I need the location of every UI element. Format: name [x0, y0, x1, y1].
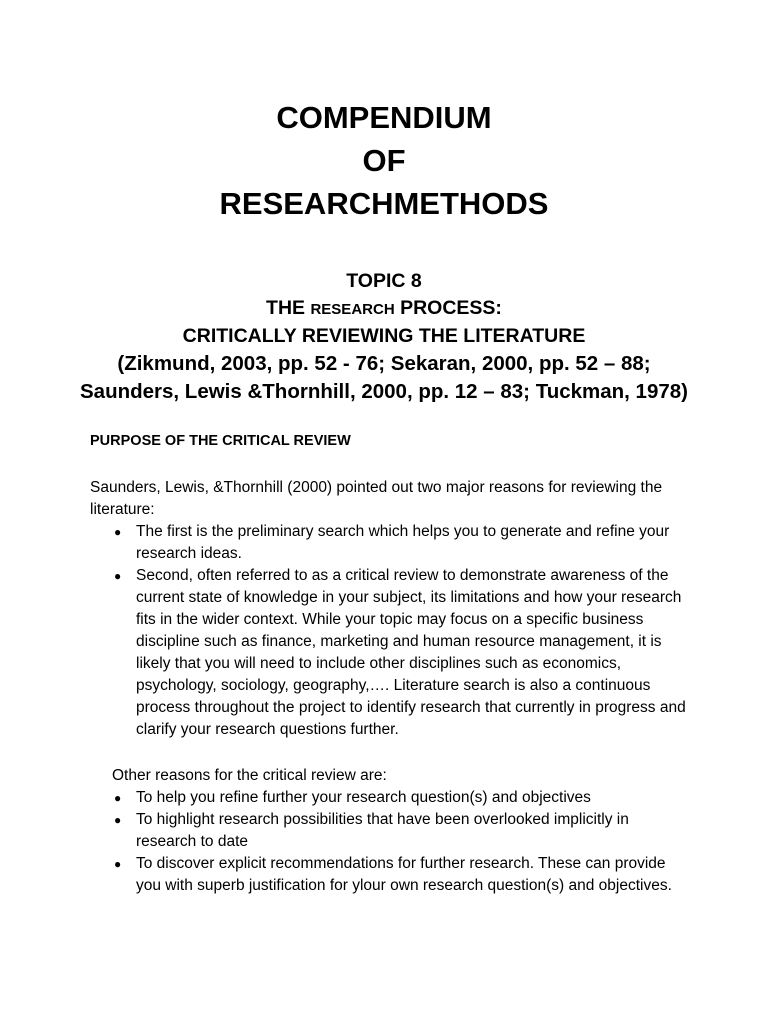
list-item-text: To discover explicit recommendations for further research. These can provide you with superb justification for ylour own research question(s) and objectives.	[136, 855, 672, 894]
title-line-1: COMPENDIUM	[276, 100, 492, 135]
intro-paragraph: Saunders, Lewis, &Thornhill (2000) pointed out two major reasons for reviewing the literature:	[90, 479, 663, 518]
list-item	[112, 809, 692, 853]
list-item	[112, 787, 692, 809]
title-line-2: OF	[362, 143, 406, 178]
topic-heading-prefix: THE	[266, 297, 311, 319]
bullet-icon: ●	[114, 569, 122, 583]
document-title	[0, 96, 768, 225]
topic-number: TOPIC 8	[346, 270, 422, 292]
list-item-text: To highlight research possibilities that have been overlooked implicitly in research to date	[136, 811, 629, 850]
list-item-text: The first is the preliminary search which helps you to generate and refine your research ideas.	[136, 523, 670, 562]
list-item	[112, 853, 692, 897]
topic-header	[0, 268, 768, 406]
bullet-icon: ●	[114, 813, 122, 827]
bullet-icon: ●	[114, 791, 122, 805]
title-line-3: RESEARCHMETHODS	[219, 186, 549, 221]
list-item-text: Second, often referred to as a critical review to demonstrate awareness of the current state of knowledge in your subject, its limitations and how your research fits in the wider context. While your topic may focus on a specific business discipline such as finance, marketing and human resource management, it is likely that you will need to include other disciplines such as economics, psychology, sociology, geography,…. Literature search is also a continuous process throughout the project to identify research that currently in progress and clarify your research questions further.	[136, 567, 686, 738]
topic-heading	[0, 295, 768, 323]
topic-subheading: CRITICALLY REVIEWING THE LITERATURE	[182, 325, 586, 347]
section-heading: PURPOSE OF THE CRITICAL REVIEW	[90, 433, 351, 449]
list-item	[112, 521, 692, 565]
list-item-text: To help you refine further your research question(s) and objectives	[136, 789, 591, 806]
topic-references-line-2: Saunders, Lewis &Thornhill, 2000, pp. 12 – 83; Tuckman, 1978)	[80, 380, 688, 403]
bullet-icon: ●	[114, 525, 122, 539]
topic-references-line-1: (Zikmund, 2003, pp. 52 - 76; Sekaran, 2000, pp. 52 – 88;	[117, 352, 651, 375]
topic-heading-small: RESEARCH	[310, 301, 395, 318]
reasons-list	[112, 521, 692, 741]
topic-heading-suffix: PROCESS:	[394, 297, 502, 319]
other-reasons-list	[112, 787, 692, 897]
list-item	[112, 565, 692, 741]
bullet-icon: ●	[114, 857, 122, 871]
other-reasons-intro: Other reasons for the critical review are:	[112, 767, 387, 784]
